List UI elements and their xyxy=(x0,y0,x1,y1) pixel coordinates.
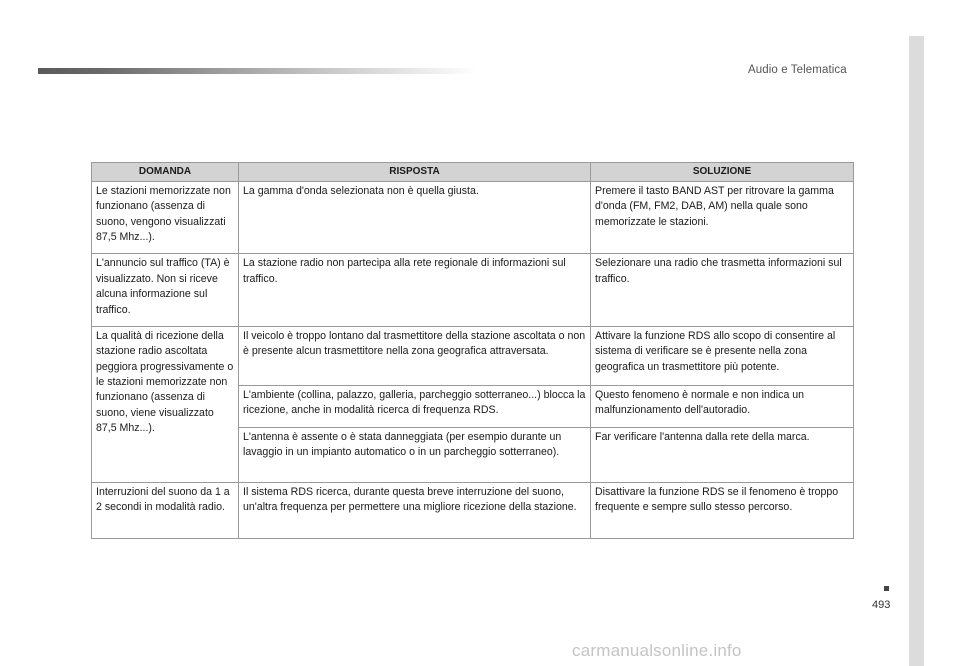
solution-cell: Disattivare la funzione RDS se il fenomeno è troppo frequente e sempre sullo stesso percorso. xyxy=(591,482,854,538)
answer-cell: La stazione radio non partecipa alla rete regionale di informazioni sul traffico. xyxy=(239,254,591,326)
question-cell: L'annuncio sul traffico (TA) è visualizzato. Non si riceve alcuna informazione sul traffico. xyxy=(92,254,239,326)
page-marker xyxy=(884,586,889,591)
answer-cell: L'ambiente (collina, palazzo, galleria, parcheggio sotterraneo...) blocca la ricezione, anche in modalità ricerca di frequenza RDS. xyxy=(239,385,591,427)
solution-cell: Premere il tasto BAND AST per ritrovare la gamma d'onda (FM, FM2, DAB, AM) nella quale sono memorizzate le stazioni. xyxy=(591,182,854,254)
solution-cell: Questo fenomeno è normale e non indica un malfunzionamento dell'autoradio. xyxy=(591,385,854,427)
table-row xyxy=(92,482,854,538)
table-header-row xyxy=(92,163,854,182)
answer-cell: Il sistema RDS ricerca, durante questa breve interruzione del suono, un'altra frequenza per permettere una migliore ricezione della stazione. xyxy=(239,482,591,538)
table-row xyxy=(92,254,854,326)
answer-cell: La gamma d'onda selezionata non è quella giusta. xyxy=(239,182,591,254)
solution-cell: Selezionare una radio che trasmetta informazioni sul traffico. xyxy=(591,254,854,326)
question-cell: Le stazioni memorizzate non funzionano (assenza di suono, vengono visualizzati 87,5 Mhz...). xyxy=(92,182,239,254)
question-cell: La qualità di ricezione della stazione radio ascoltata peggiora progressivamente o le stazioni memorizzate non funzionano (assenza di suono, viene visualizzato 87,5 Mhz...). xyxy=(92,326,239,482)
side-strip xyxy=(909,36,924,666)
solution-cell: Attivare la funzione RDS allo scopo di consentire al sistema di verificare se è presente nella zona geografica un trasmettitore più potente. xyxy=(591,326,854,385)
page-number: 493 xyxy=(872,599,891,611)
solution-cell: Far verificare l'antenna dalla rete della marca. xyxy=(591,427,854,482)
question-cell: Interruzioni del suono da 1 a 2 secondi in modalità radio. xyxy=(92,482,239,538)
header-gradient-bar xyxy=(38,68,478,74)
table-row xyxy=(92,182,854,254)
faq-table xyxy=(91,162,854,539)
column-header-solution: SOLUZIONE xyxy=(591,163,854,182)
watermark: carmanualsonline.info xyxy=(572,641,742,660)
column-header-question: DOMANDA xyxy=(92,163,239,182)
answer-cell: Il veicolo è troppo lontano dal trasmettitore della stazione ascoltata o non è presente alcun trasmettitore nella zona geografica attraversata. xyxy=(239,326,591,385)
table-row xyxy=(92,326,854,385)
section-title: Audio e Telematica xyxy=(748,64,847,76)
answer-cell: L'antenna è assente o è stata danneggiata (per esempio durante un lavaggio in un impianto automatico o in un parcheggio sotterraneo). xyxy=(239,427,591,482)
column-header-answer: RISPOSTA xyxy=(239,163,591,182)
